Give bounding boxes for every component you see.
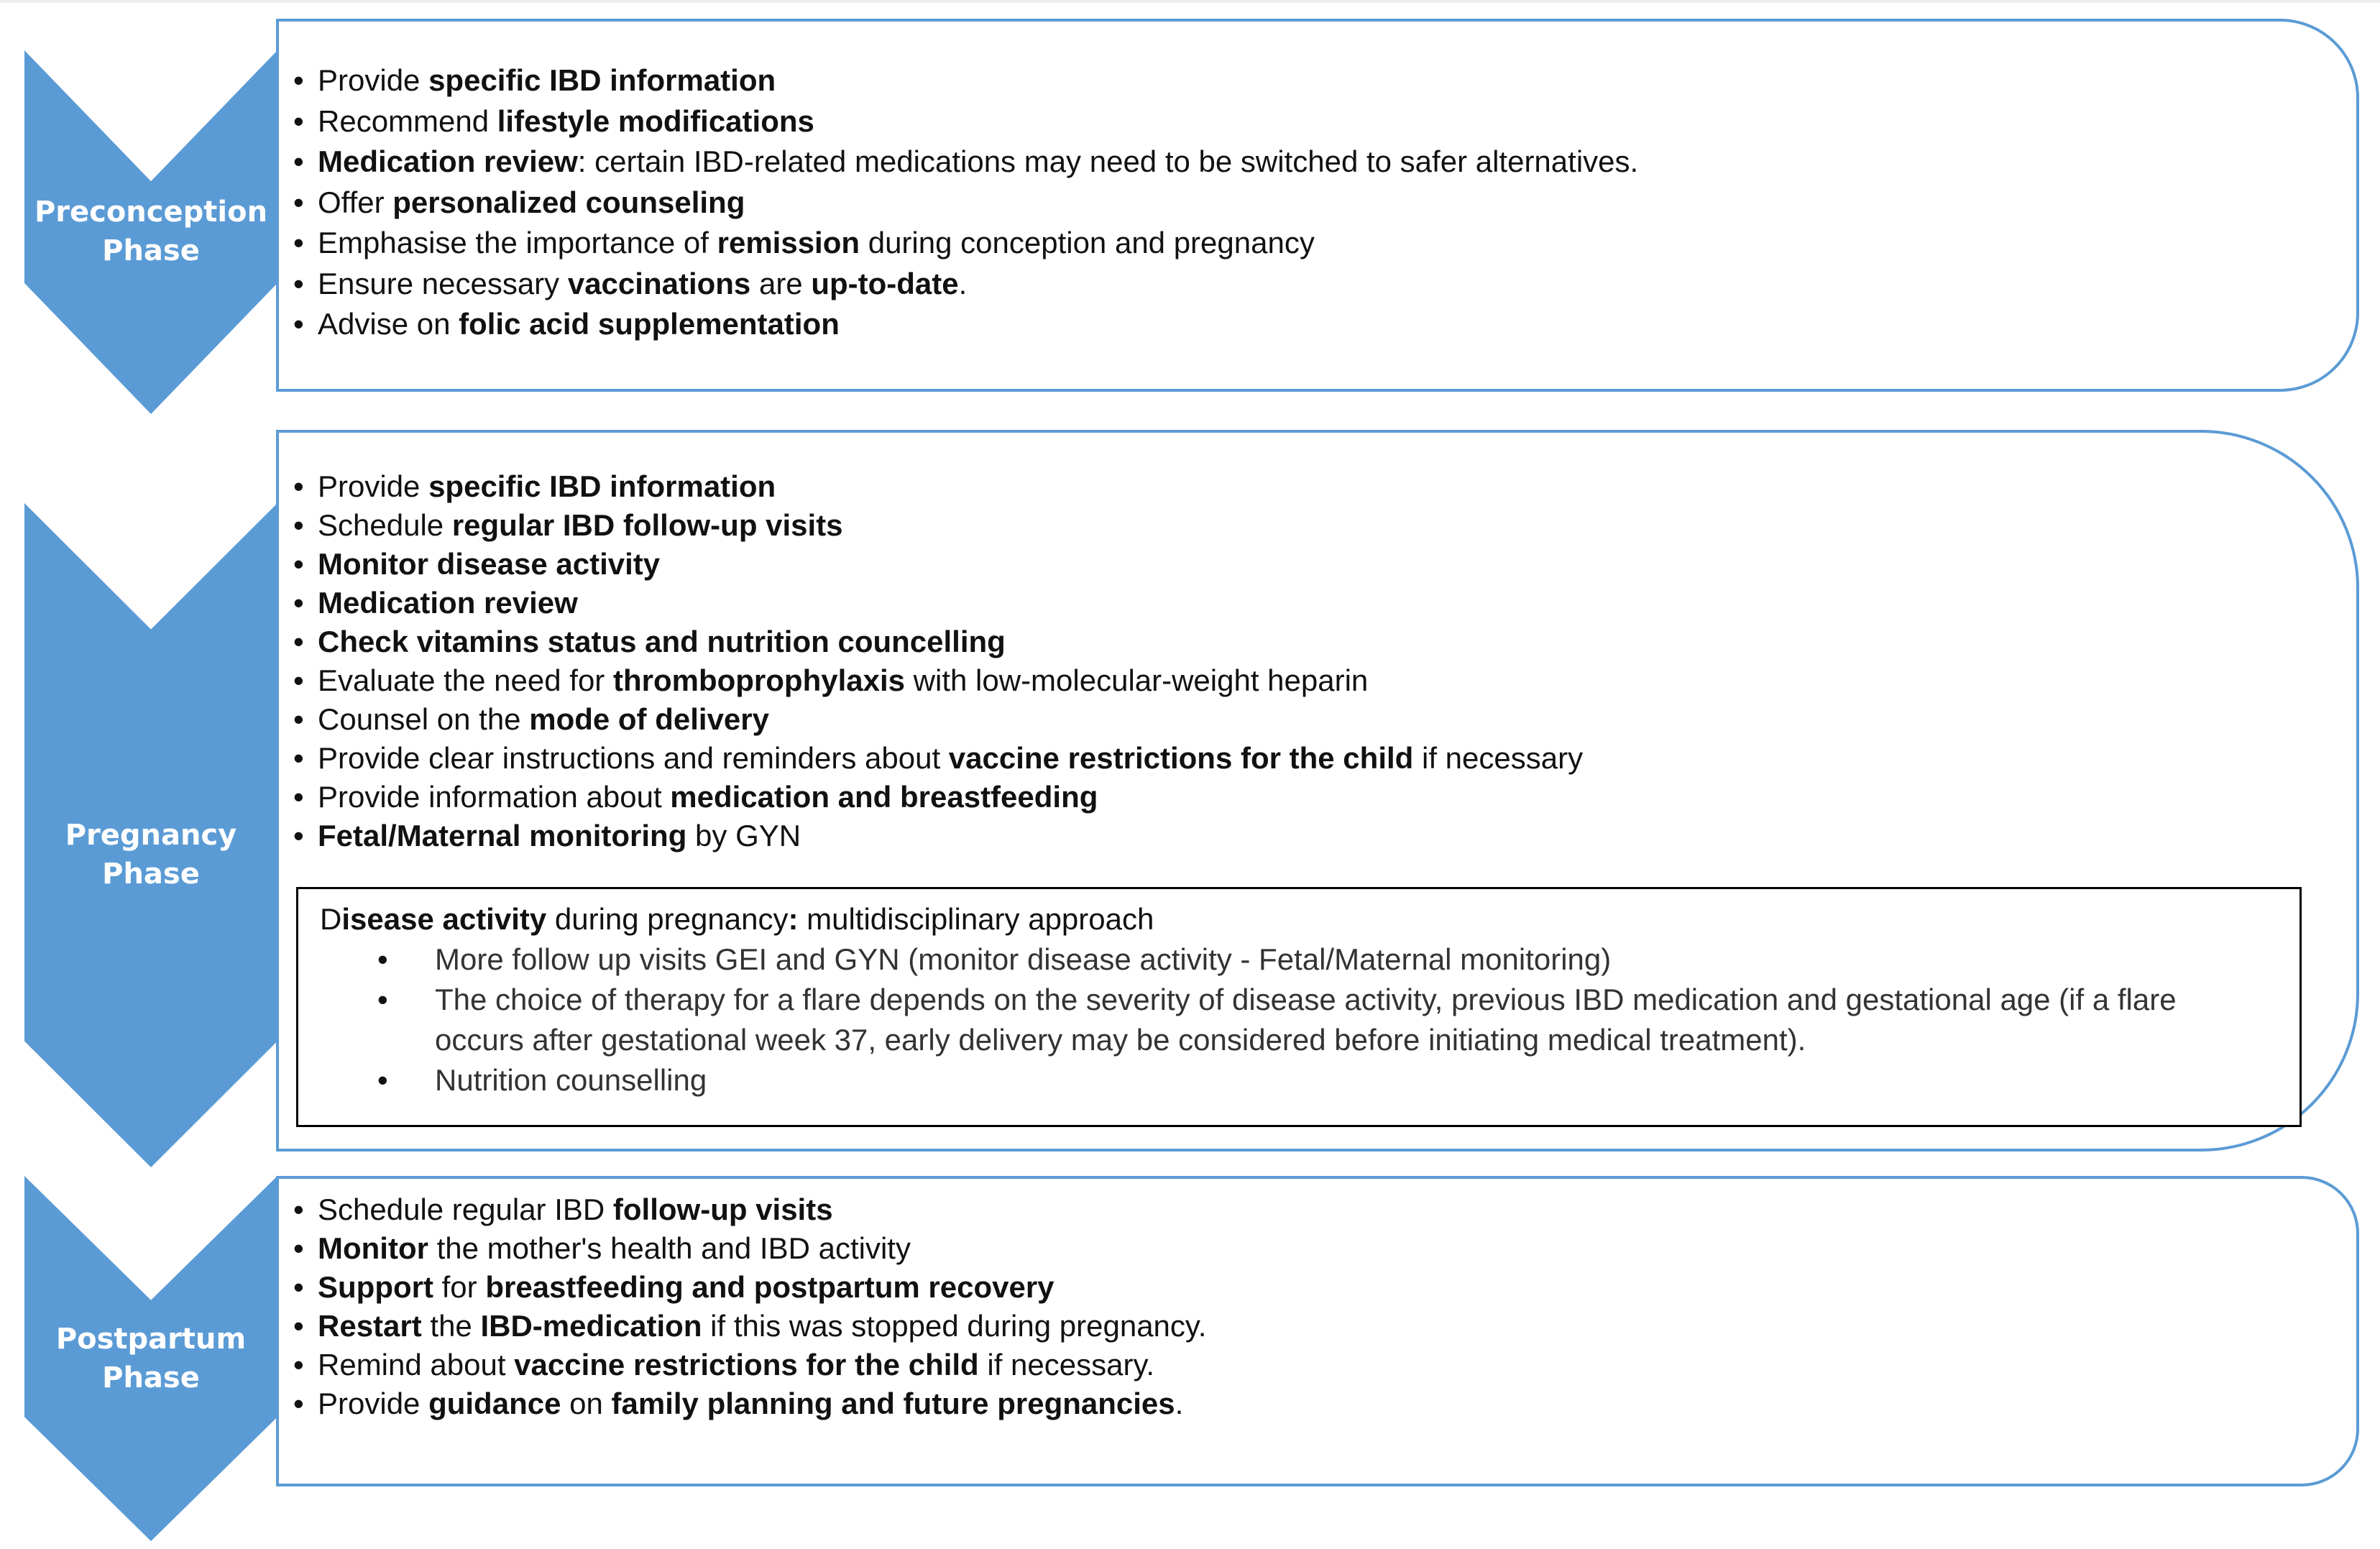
text-run: during conception and pregnancy bbox=[860, 226, 1315, 259]
list-item bbox=[293, 661, 1583, 700]
bold-text: Medication review bbox=[318, 144, 578, 178]
list-item bbox=[293, 1268, 1206, 1307]
bullet-icon: • bbox=[293, 819, 304, 852]
text-run: D bbox=[320, 902, 342, 936]
preconception-phase-label bbox=[24, 193, 277, 270]
text-run: Remind about bbox=[318, 1348, 515, 1382]
bold-text: IBD-medication bbox=[480, 1309, 702, 1343]
postpartum-items bbox=[293, 1190, 1206, 1423]
text-run: . bbox=[1175, 1387, 1184, 1420]
bullet-icon: • bbox=[293, 586, 304, 620]
text-run: with low-molecular-weight heparin bbox=[905, 663, 1369, 697]
bullet-icon: • bbox=[293, 780, 304, 814]
bold-text: mode of delivery bbox=[529, 702, 769, 736]
list-item bbox=[293, 1346, 1206, 1384]
point-text: Nutrition counselling bbox=[435, 1063, 707, 1097]
list-item bbox=[293, 506, 1583, 545]
disease-activity-heading bbox=[320, 899, 1154, 939]
list-item bbox=[293, 739, 1583, 778]
bullet-icon: • bbox=[293, 1270, 304, 1304]
bullet-icon: • bbox=[293, 625, 304, 658]
text-run: are bbox=[750, 266, 812, 300]
text-run: by GYN bbox=[686, 819, 801, 852]
bold-text: vaccine restrictions for the child bbox=[948, 741, 1414, 775]
bold-text: Check vitamins status and nutrition councelling bbox=[318, 625, 1006, 658]
text-run: Provide bbox=[318, 469, 429, 503]
bold-text: : bbox=[788, 902, 799, 936]
text-run: Provide clear instructions and reminders about bbox=[318, 741, 949, 775]
list-item bbox=[293, 817, 1583, 855]
bold-text: breastfeeding and postpartum recovery bbox=[485, 1270, 1055, 1304]
text-run: . bbox=[958, 266, 968, 300]
top-border bbox=[0, 0, 2380, 3]
text-run: multidisciplinary approach bbox=[798, 902, 1154, 936]
text-run: on bbox=[561, 1387, 612, 1420]
text-run: Provide information about bbox=[318, 780, 671, 814]
bold-text: personalized counseling bbox=[392, 185, 745, 219]
list-item bbox=[293, 304, 1638, 345]
bullet-icon: • bbox=[293, 741, 304, 775]
text-run: the mother's health and IBD activity bbox=[428, 1231, 911, 1265]
phase-label-line: Postpartum bbox=[55, 1323, 247, 1356]
text-run: Schedule regular IBD bbox=[318, 1192, 613, 1226]
text-run: Advise on bbox=[318, 307, 459, 341]
text-run: Provide bbox=[318, 63, 429, 97]
bullet-icon: • bbox=[377, 983, 388, 1016]
list-item bbox=[293, 183, 1638, 224]
text-run: Offer bbox=[318, 185, 393, 219]
bullet-icon: • bbox=[293, 266, 304, 300]
bold-text: Fetal/Maternal monitoring bbox=[318, 819, 687, 852]
text-run: Emphasise the importance of bbox=[318, 226, 717, 259]
list-item bbox=[293, 101, 1638, 142]
list-item bbox=[293, 700, 1583, 739]
list-item bbox=[293, 264, 1638, 305]
text-run: Ensure necessary bbox=[318, 266, 568, 300]
point-text: The choice of therapy for a flare depends on the severity of disease activity, previous IBD medication and gestational age (if a flare occurs after gestational week 37, early delivery may be considered before initiating medical treatment). bbox=[435, 983, 2177, 1057]
phase-label-line: Phase bbox=[102, 234, 200, 267]
list-item bbox=[293, 1190, 1206, 1229]
list-item bbox=[293, 1307, 1206, 1346]
bullet-icon: • bbox=[293, 547, 304, 581]
bold-text: follow-up visits bbox=[612, 1192, 833, 1226]
text-run: Counsel on the bbox=[318, 702, 530, 736]
list-item bbox=[293, 223, 1638, 264]
bold-text: specific IBD information bbox=[428, 469, 776, 503]
bullet-icon: • bbox=[293, 1192, 304, 1226]
bold-text: isease activity bbox=[341, 902, 547, 936]
bullet-icon: • bbox=[377, 1063, 388, 1097]
bullet-icon: • bbox=[293, 663, 304, 697]
pregnancy-phase-label bbox=[24, 816, 277, 893]
bullet-icon: • bbox=[293, 1387, 304, 1420]
bullet-icon: • bbox=[377, 942, 388, 976]
list-item bbox=[298, 939, 2246, 980]
bold-text: medication and breastfeeding bbox=[670, 780, 1098, 814]
disease-activity-box bbox=[296, 887, 2302, 1127]
text-run: Recommend bbox=[318, 104, 497, 138]
text-run: : certain IBD-related medications may need to be switched to safer alternatives. bbox=[577, 144, 1639, 178]
list-item bbox=[293, 1229, 1206, 1268]
list-item bbox=[293, 1384, 1206, 1423]
bold-text: guidance bbox=[428, 1387, 561, 1420]
text-run: if necessary bbox=[1413, 741, 1584, 775]
bold-text: folic acid supplementation bbox=[459, 307, 840, 341]
list-item bbox=[293, 545, 1583, 584]
bold-text: Monitor bbox=[318, 1231, 428, 1265]
disease-activity-list bbox=[298, 939, 2246, 1100]
text-run: if necessary. bbox=[978, 1348, 1155, 1382]
bold-text: up-to-date bbox=[811, 266, 959, 300]
text-run: if this was stopped during pregnancy. bbox=[702, 1309, 1207, 1343]
text-run: Provide bbox=[318, 1387, 429, 1420]
bold-text: Support bbox=[318, 1270, 433, 1304]
bullet-icon: • bbox=[293, 1231, 304, 1265]
postpartum-phase-label bbox=[24, 1320, 277, 1397]
bullet-icon: • bbox=[293, 185, 304, 219]
bold-text: regular IBD follow-up visits bbox=[451, 508, 843, 542]
phase-label-line: Preconception bbox=[34, 196, 268, 229]
bold-text: vaccinations bbox=[567, 266, 751, 300]
bold-text: specific IBD information bbox=[428, 63, 776, 97]
bold-text: vaccine restrictions for the child bbox=[514, 1348, 979, 1382]
bullet-icon: • bbox=[293, 469, 304, 503]
bullet-icon: • bbox=[293, 63, 304, 97]
bold-text: Monitor disease activity bbox=[318, 547, 661, 581]
bullet-icon: • bbox=[293, 144, 304, 178]
bullet-icon: • bbox=[293, 1348, 304, 1382]
bold-text: family planning and future pregnancies bbox=[611, 1387, 1175, 1420]
bold-text: remission bbox=[717, 226, 860, 259]
bold-text: Medication review bbox=[318, 586, 578, 620]
text-run: during pregnancy bbox=[546, 902, 789, 936]
list-item bbox=[293, 622, 1583, 661]
list-item bbox=[298, 980, 2246, 1060]
preconception-items bbox=[293, 60, 1638, 345]
text-run: for bbox=[433, 1270, 486, 1304]
phase-label-line: Pregnancy Phase bbox=[65, 819, 237, 891]
list-item bbox=[293, 60, 1638, 101]
list-item bbox=[298, 1060, 2246, 1100]
list-item bbox=[293, 142, 1638, 183]
bullet-icon: • bbox=[293, 226, 304, 259]
list-item bbox=[293, 467, 1583, 506]
point-text: More follow up visits GEI and GYN (monitor disease activity - Fetal/Maternal monitoring) bbox=[435, 942, 1612, 976]
list-item bbox=[293, 584, 1583, 622]
text-run: the bbox=[421, 1309, 481, 1343]
text-run: Schedule bbox=[318, 508, 452, 542]
phase-label-line: Phase bbox=[102, 1361, 200, 1394]
bullet-icon: • bbox=[293, 702, 304, 736]
bullet-icon: • bbox=[293, 508, 304, 542]
bullet-icon: • bbox=[293, 1309, 304, 1343]
bold-text: thromboprophylaxis bbox=[612, 663, 906, 697]
list-item bbox=[293, 778, 1583, 817]
bold-text: Restart bbox=[318, 1309, 422, 1343]
text-run: Evaluate the need for bbox=[318, 663, 613, 697]
bullet-icon: • bbox=[293, 307, 304, 341]
bullet-icon: • bbox=[293, 104, 304, 138]
bold-text: lifestyle modifications bbox=[497, 104, 814, 138]
pregnancy-items bbox=[293, 467, 1583, 855]
